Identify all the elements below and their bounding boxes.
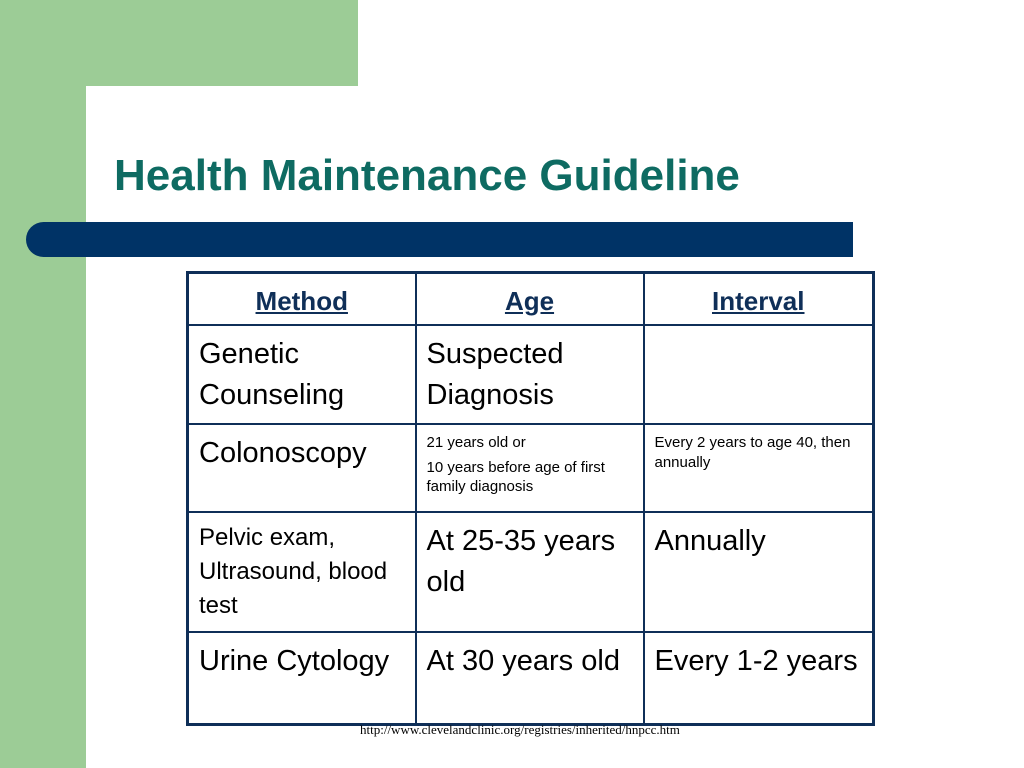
cell-interval: Every 1-2 years <box>644 632 874 725</box>
guideline-table <box>186 271 875 726</box>
table-row <box>188 632 874 725</box>
table-row <box>188 512 874 632</box>
cell-age-line: 10 years before age of first family diagnosis <box>426 458 605 496</box>
header-age: Age <box>416 273 644 326</box>
source-citation: http://www.clevelandclinic.org/registries/inherited/hnpcc.htm <box>360 722 680 737</box>
table-header-row <box>188 273 874 326</box>
header-interval: Interval <box>644 273 874 326</box>
cell-age: Suspected Diagnosis <box>416 325 644 424</box>
cell-method: Urine Cytology <box>188 632 416 725</box>
cell-interval: Every 2 years to age 40, then annually <box>644 424 874 512</box>
cell-age <box>416 424 644 512</box>
title-underline-bar <box>26 222 853 257</box>
cell-method: Pelvic exam, Ultrasound, blood test <box>188 512 416 632</box>
green-decor-left <box>0 0 86 768</box>
cell-age-line: 21 years old or <box>426 434 526 452</box>
header-method: Method <box>188 273 416 326</box>
table-row <box>188 325 874 424</box>
cell-interval <box>644 325 874 424</box>
slide-title: Health Maintenance Guideline <box>114 151 740 200</box>
cell-method: Genetic Counseling <box>188 325 416 424</box>
cell-age: At 30 years old <box>416 632 644 725</box>
cell-age: At 25-35 years old <box>416 512 644 632</box>
cell-method: Colonoscopy <box>188 424 416 512</box>
cell-interval: Annually <box>644 512 874 632</box>
table-row <box>188 424 874 512</box>
